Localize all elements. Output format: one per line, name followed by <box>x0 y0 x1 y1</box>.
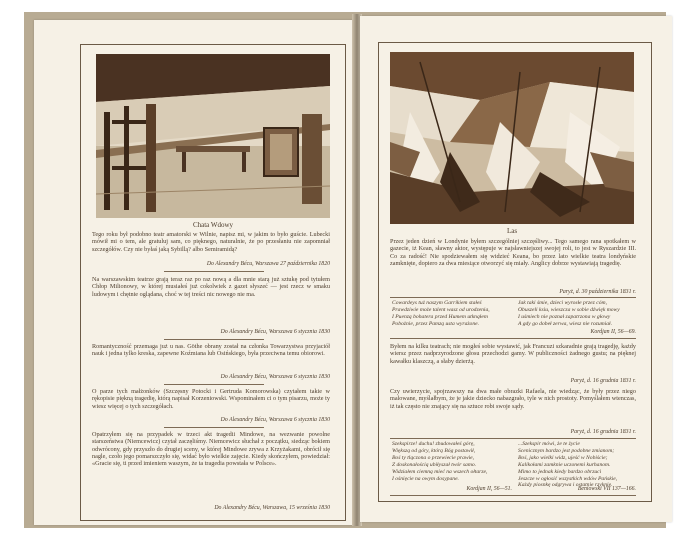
letter-paragraph-2: Na warszawskim teatrze grają teraz raz po raz nową a dla mnie starą już sztukę pod tytułem Chłop Milionowy, w której musiałeś już cokolwiek z gazet słyszeć — jest rzecz w smaku ludowym i chętnie oglądana, choć w tej treści nic nowego nie ma. <box>92 276 330 298</box>
letter-signature-2: Do Alexandry Bécu, Warszawa 6 stycznia 1830 <box>220 329 330 335</box>
right-page <box>360 16 672 522</box>
letter-paragraph-4: O parze tych małżonków (Szczęsny Potocki i Gertruda Komorowska) czytałem takie w rękopisie piękną tragedię, którą napisał Korzeniowski. Wspominałem ci o tym pisarzu, może ty wiesz więcej o tych szczegółach. <box>92 388 330 410</box>
section-divider <box>164 427 264 428</box>
forest-illustration <box>390 52 634 224</box>
letter-signature-3: Do Alexandry Bécu, Warszawa 6 stycznia 1830 <box>220 374 330 380</box>
section-divider <box>164 271 264 272</box>
quote-rule-bottom <box>390 495 636 496</box>
letter-paragraph-3: Czy uwierzycie, spojrzawszy na dwa małe obrazki Rafaela, nie wiedząc, że były przez niego malowane, myślałbym, że je jakie dziecko nabazgrało, tyle w nich prostoty. Pomyślałem wtenczas, iż tak często nie znający się na sztuce robi swoje sądy. <box>390 388 636 410</box>
letter-signature-5: Do Alexandry Bécu, Warszawa, 15 września 1830 <box>214 505 330 511</box>
section-divider <box>164 339 264 340</box>
letter-signature-2: Paryż, d. 16 grudnia 1831 r. <box>570 378 636 384</box>
letter-signature-1: Do Alexandry Bécu, Warszawa 27 października 1820 <box>206 261 330 267</box>
poem-column-left: Szekspirze! duchu! zbudowałeś górę, Większą od góry, którą Bóg postawił, Boś ty tlączona o przewiecie prawie, Z doskonałością ubiłyszał twór samo. Widziałem ciemną mieć na wszech ołtarze, I ośnięcie na owym dosypane. <box>392 441 488 482</box>
poem-reference: Beniowski VII 137—166. <box>577 486 636 492</box>
widow-hut-illustration <box>96 54 330 218</box>
quote-rule-top <box>390 297 636 298</box>
poem-column-right: ...Szekspir mówi, że te życie Scenicznym bardzo jest podobne zmianom; Boś, jako wielki widz, ujeść w Nobiście; Kalikołami zamknie uczonemi kurhanom. Mimo to jednak kiedy bardzo obrzuci Jeszcze w ogłosić wszystkich wdów Pańskie, Każdy piosnkę odgrywa i ostatnie rzyknie. <box>518 441 618 489</box>
left-page <box>34 20 356 525</box>
poem-column-right: Jak taki śmie, dzieci wyrosłe przez cóm, Obuszeli ksiu, wieszcza w sobie dźwięk mowy I uśmiech nie poznał zapatrzona w głowy A gdy go dobeł zerwa, wiesz nie rozumiał. <box>518 300 620 327</box>
letter-paragraph-2: Byłem na kilku teatrach; nie mogłeś sobie wystawić, jak Francuzi szkaradnie grają tragedję, każdy wiersz przez nadprzyrodzone głosu przechodzi gamy. W publiczności żadnego gustu; na pięknej kawałku klaszczą, a słaby dzierżą. <box>390 343 636 365</box>
section-divider <box>164 384 264 385</box>
letter-paragraph-3: Romantyczność przemaga już u nas. Göthe obrany został na członka Towarzystwa przyjaciół nauk i jedna tylko kreska, zapewne Koźmiana lub Osińskiego, była przeciwna temu obiorowi. <box>92 343 330 358</box>
letter-signature-4: Do Alexandry Bécu, Warszawa 6 stycznia 1830 <box>220 417 330 423</box>
letter-paragraph-1: Przez jeden dzień w Londynie byłem szczególniej szczęśliwy... Tego samego rana spotkałem w gazecie, iż Kean, sławny aktor, występuje w najsławniejszej swojej roli, to jest w Ryszardzie III. Co za radość! Nie spodziewałem się widzieć Keana, bo przez lato wielkie teatra londyńskie zamknięte, dopiero za dwa miesiące otworzyć się miały. Anglicy dobrze wystawiają tragedię. <box>390 238 636 267</box>
poem-column-left: Cowardeys tuż naszym Garrikiem stałeś Prawdziwie może talent wasz od urodzenia, I Puenzą bohatera przed Humem utknąłem Pobożnie, przez Pamzą usta wyrażone. <box>392 300 490 327</box>
letter-signature-3: Paryż, d. 16 grudnia 1831 r. <box>570 429 636 435</box>
letter-signature-1: Paryż, d. 30 października 1831 r. <box>559 289 636 295</box>
letter-paragraph-5: Opatrzyłem się na przypadek w trzeci akt tragedii Mindowe, na wezwanie powolne starszeństwa (Niemcewicz) czytał zaczęliśmy. Niemcewicz słuchał z początku, siedząc bokiem odwrócony, gdy przyszło do drugiej sceny, w której Mindowe zrywa z Krzyżakami, obrócił się nagle, czoło jego pomarszczyło się, widać było wielkie zajęcie. Kiedy skończyłem, powiedział: «Gracie się, ti przed imieniem waszym, że ta tragedia powstała w Polsce». <box>92 431 330 468</box>
illustration-caption: Las <box>506 227 518 235</box>
poem-reference: Kordjan II, 56—51. <box>466 486 512 492</box>
letter-paragraph-1: Tego roku był podobno teatr amatorski w Wilnie, napisz mi, w jakim to było guście. Lubecki mówił mi o tem, ale gratuluj sam, co pięknego, naturalnie, że po przesłaniu nie zapomniał szczegółów. Czy nie byłaś jaką Sybillą? albo Semiramidą? <box>92 231 330 253</box>
poem-reference: Kordjan II, 56—69. <box>590 329 636 335</box>
illustration-caption: Chata Wdowy <box>192 221 234 229</box>
quote-rule-top <box>390 438 636 439</box>
quote-rule-bottom <box>390 338 636 339</box>
